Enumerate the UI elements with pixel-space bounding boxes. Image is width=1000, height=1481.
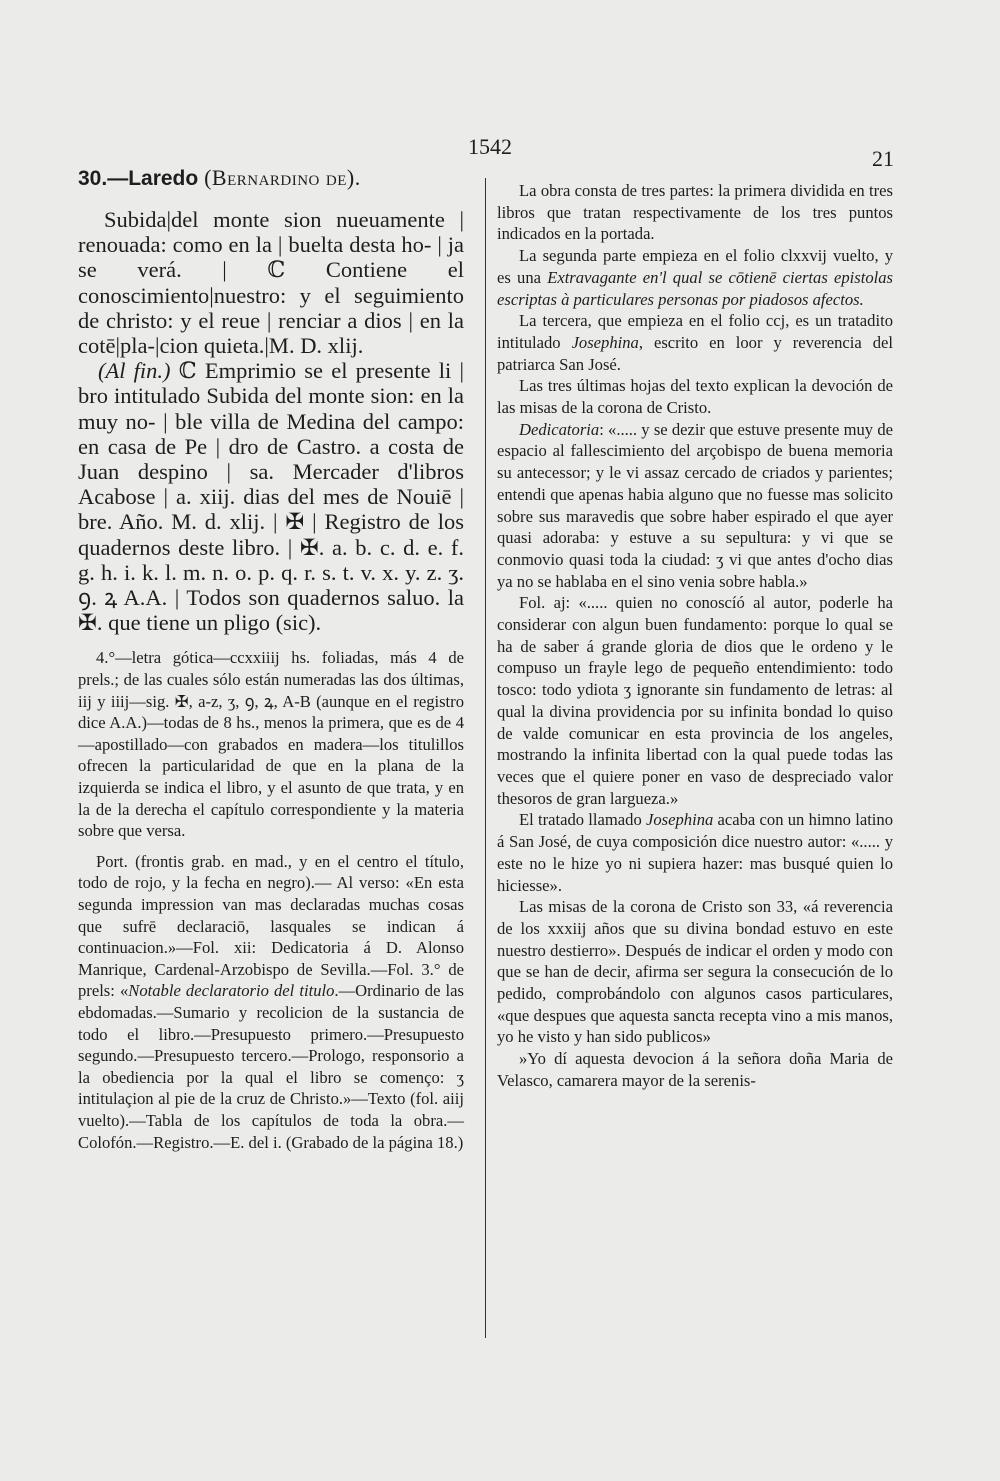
paragraph: Las tres últimas hojas del texto explican la devoción de las misas de la corona de Cristo. [497,376,893,418]
colophon-text: ℂ Emprimio se el presente li | bro intitulado Subida del monte sion: en la muy no- | ble villa de Medina del campo: en casa de Pe | dro de Castro. a costa de Juan despino | sa. Mercader d'libros Acabose | a. xiij. dias del mes de Nouiē | bre. Año. M. d. xlij. | ✠ | Registro de los quadernos deste libro. | ✠. a. b. c. d. e. f. g. h. i. k. l. m. n. o. p. q. r. s. t. v. x. y. z. ʒ. ꝯ. ꝝ A.A. | Todos son quadernos saluo. la ✠. que tiene un pligo (sic). [78,358,464,636]
running-head-year: 1542 [468,134,512,159]
paragraph: La tercera, que empieza en el folio ccj, es un tratadito intitulado Josephina, escrito en loor y reverencia del patriarca San José. [497,311,893,374]
physical-description: 4.°—letra gótica—ccxxiiij hs. foliadas, más 4 de prels.; de las cuales sólo están numeradas las dos últimas, iij y iiij—sig. ✠, a-z, ʒ, ꝯ, ꝝ, A-B (aunque en el registro dice A.A.)—todas de 8 hs., menos la primera, que es de 4 —apostillado—con grabados en madera—los titulillos ofrecen la particularidad de que en la plana de la izquierda se indica el libro, y el asunto de que trata, y en la de la derecha el capítulo correspondiente y la materia sobre que versa. [78,648,464,841]
entry-heading [78,165,464,191]
paragraph: »Yo dí aquesta devocion á la señora doña Maria de Velasco, camarera mayor de la serenis- [497,1049,893,1090]
colophon-label: (Al fin.) [98,358,171,384]
page-number: 21 [872,146,894,171]
contents-description: Port. (frontis grab. en mad., y en el centro el título, todo de rojo, y la fecha en negro).— Al verso: «En esta segunda impression van mas declaradas muchas cosas que sufrē declaraciō, lasquales se indican á continuacion.»—Fol. xii: Dedicatoria á D. Alonso Manrique, Cardenal-Arzobispo de Sevilla.—Fol. 3.° de prels: «Notable declaratorio del titulo.—Ordinario de las ebdomadas.—Sumario y recolicion de la sustancia de todo el libro.—Presupuesto primero.—Presupuesto segundo.—Presupuesto tercero.—Prologo, responsorio a la obediencia por la qual el libro se començo: ʒ intitulaçion al pie de la cruz de Christo.»—Texto (fol. aiij vuelto).—Tabla de los capítulos de toda la obra.—Colofón.—Registro.—E. del i. (Grabado de la página 18.) [78,851,464,1152]
bibliographic-description [78,647,464,1153]
paragraph: Dedicatoria: «..... y se dezir que estuve presente muy de espacio al fallescimiento del arçobispo de buena memoria su antecessor; y le vi assaz cercado de criados y parientes; entendi que apenas habia alguno que no fuesse mas solicito sobre sus maravedis que sobre haber espirado el que ayer quasi adoraba: y estuve a su sepultura: y vi que se conmovio quasi toda la ciudad: ʒ vi que antes d'ocho dias ya no se hablaba en el sino venia sobre habla.» [497,419,893,591]
column-divider [485,178,486,1338]
author-name: (Bernardino de). [204,165,361,190]
entry-number-author: 30.—Laredo [78,167,199,190]
right-column [497,180,893,1092]
paragraph: Las misas de la corona de Cristo son 33, «á reverencia de los xxxiij años que su divina bondad estuvo en este nuestro destierro». Después de indicar el orden y modo con que se han de decir, afirma ser segura la consecución de lo pedido, comprobándolo con algunos casos particulares, «que despues que aquesta sancta recepta vino a mis manos, yo he visto y han sido publicos» [497,897,893,1047]
paragraph: La segunda parte empieza en el folio clxxvij vuelto, y es una Extravagante en'l qual se cōtienē ciertas epistolas escriptas à particulares personas por piadosos afectos. [497,246,893,309]
colophon [78,358,464,635]
left-column [78,165,464,1153]
title-transcription [78,207,464,635]
paragraph: La obra consta de tres partes: la primera dividida en tres libros que tratan respectivamente de los tres puntos indicados en la portada. [497,181,893,244]
title-text: Subida|del monte sion nueuamente | renouada: como en la | buelta desta ho- | ja se verá. | ℂ Contiene el conoscimiento|nuestro: y el seguimiento de christo: y el reue | renciar a dios | en la cotē|pla-|cion quieta.|M. D. xlij. [78,207,464,359]
paragraph: Fol. aj: «..... quien no conoscíó al autor, poderle ha considerar con algun buen fundamento: porque lo qual se ha de saber á grande gloria de dios que le ordeno y le compuso un frayle lego de pequeño entendimiento: todo tosco: todo ydiota ʒ ignorante sin fundamento de letras: al qual la divina providencia por su infinita bondad lo quiso de valde comunicar en esta provincia de los angeles, mostrando la infinita libertad con la qual puede todas las veces que el quiere poner en vaso de despreciado valor thesoros de gran largueza.» [497,593,893,808]
paragraph: El tratado llamado Josephina acaba con un himno latino á San José, de cuya composición dice nuestro autor: «..... y este no le hize yo ni supiera hazer: mas busqué quien lo hiciesse». [497,810,894,895]
